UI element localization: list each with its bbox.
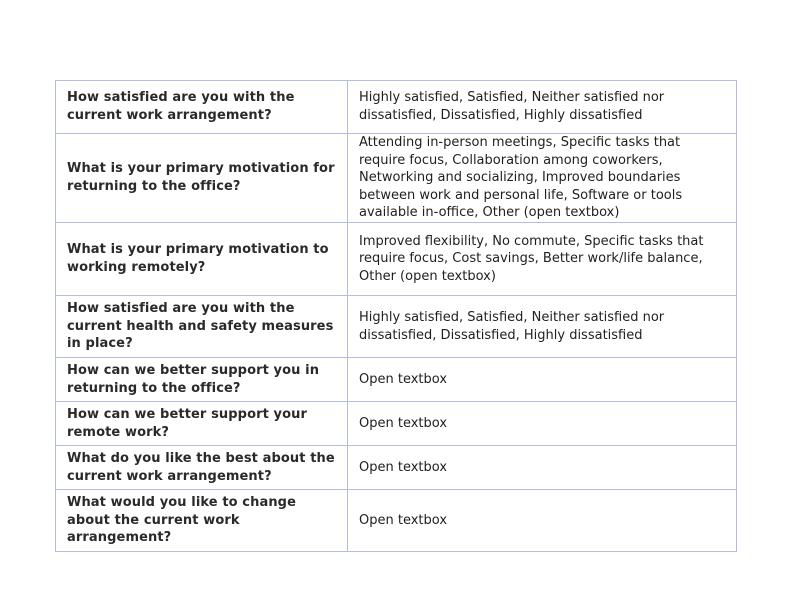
table-row [56, 134, 737, 223]
survey-questions-table [55, 80, 737, 552]
question-cell: How can we better support you in returning to the office? [56, 358, 348, 402]
answer-options-cell: Highly satisfied, Satisfied, Neither satisfied nor dissatisfied, Dissatisfied, Highly dissatisfied [348, 296, 737, 358]
question-cell: How satisfied are you with the current work arrangement? [56, 81, 348, 134]
table-row [56, 81, 737, 134]
answer-options-cell: Open textbox [348, 446, 737, 490]
table-row [56, 402, 737, 446]
question-cell: What would you like to change about the current work arrangement? [56, 490, 348, 552]
table-row [56, 296, 737, 358]
question-cell: What is your primary motivation for returning to the office? [56, 134, 348, 223]
answer-options-cell: Highly satisfied, Satisfied, Neither satisfied nor dissatisfied, Dissatisfied, Highly dissatisfied [348, 81, 737, 134]
answer-options-cell: Improved flexibility, No commute, Specific tasks that require focus, Cost savings, Better work/life balance, Other (open textbox) [348, 223, 737, 296]
question-cell: What do you like the best about the current work arrangement? [56, 446, 348, 490]
question-cell: What is your primary motivation to working remotely? [56, 223, 348, 296]
table-row [56, 490, 737, 552]
question-cell: How can we better support your remote work? [56, 402, 348, 446]
answer-options-cell: Attending in-person meetings, Specific tasks that require focus, Collaboration among coworkers, Networking and socializing, Improved boundaries between work and personal life, Software or tools available in-office, Other (open textbox) [348, 134, 737, 223]
table-row [56, 358, 737, 402]
table-row [56, 446, 737, 490]
answer-options-cell: Open textbox [348, 402, 737, 446]
answer-options-cell: Open textbox [348, 358, 737, 402]
answer-options-cell: Open textbox [348, 490, 737, 552]
question-cell: How satisfied are you with the current health and safety measures in place? [56, 296, 348, 358]
table-row [56, 223, 737, 296]
